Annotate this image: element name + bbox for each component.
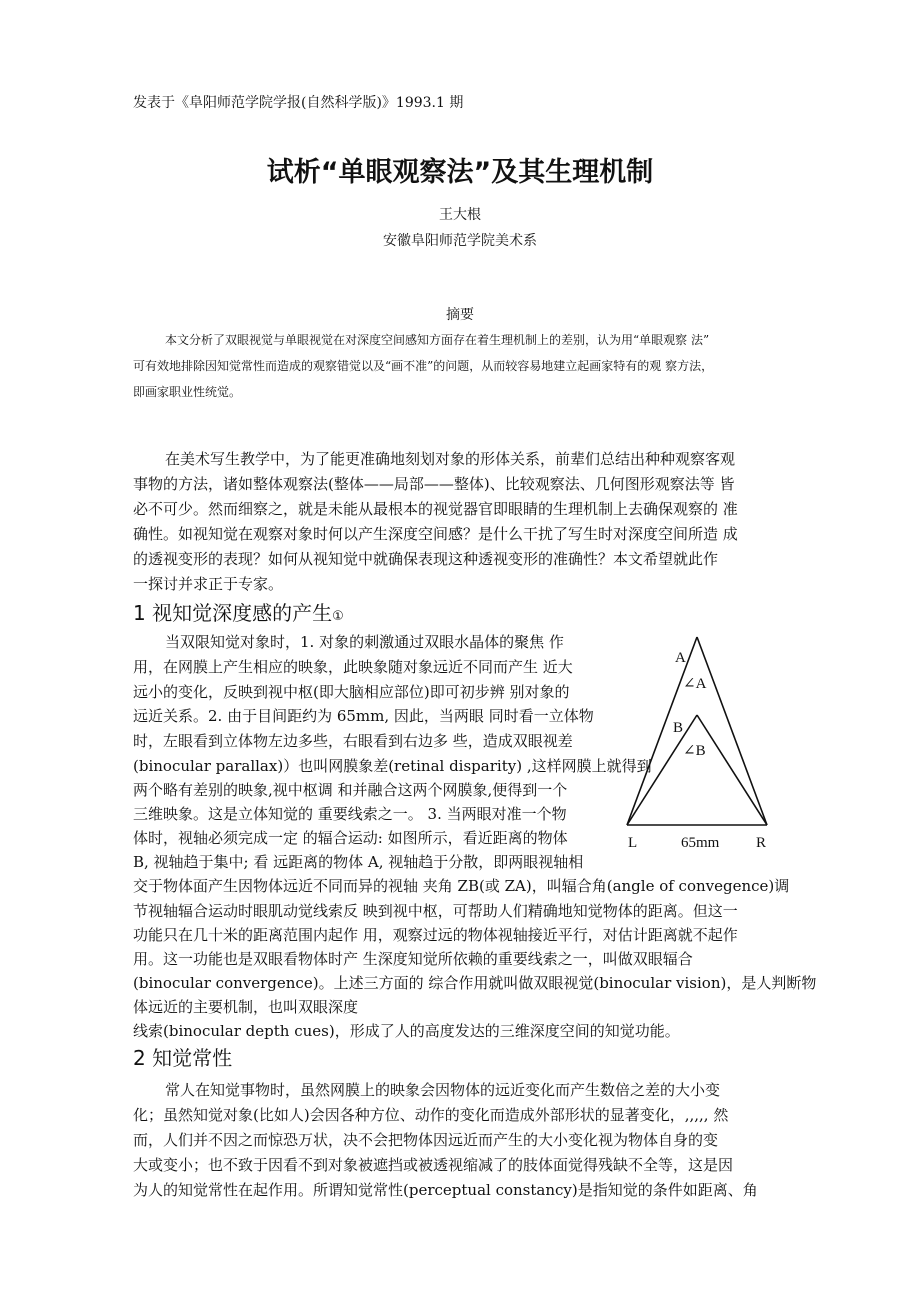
section-1-line: (binocular parallax)）也叫网膜象差(retinal disparity) ,这样网膜上就得到 xyxy=(133,757,652,775)
abstract-heading: 摘要 xyxy=(446,307,474,323)
label-l: L xyxy=(628,835,638,851)
section-2-line: 常人在知觉事物时，虽然网膜上的映象会因物体的远近变化而产生数倍之差的大小变 xyxy=(165,1081,721,1099)
section-1-line: 功能只在几十米的距离范围内起作 用，观察过远的物体视轴接近平行，对估计距离就不起作 xyxy=(133,926,738,944)
section-1-line: 远近关系。2. 由于目间距约为 65mm, 因此，当两眼 同时看一立体物 xyxy=(133,707,594,725)
intro-line: 的透视变形的表现？如何从视知觉中就确保表现这种透视变形的准确性？本文希望就此作 xyxy=(133,550,719,568)
convergence-angle-diagram xyxy=(615,625,795,855)
label-angle-a: ∠A xyxy=(683,676,707,692)
intro-line: 确性。如视知觉在观察对象时何以产生深度空间感？是什么干扰了写生时对深度空间所造 成 xyxy=(133,525,738,543)
abstract-line: 可有效地排除因知觉常性而造成的观察错觉以及“画不准”的问题，从而较容易地建立起画家特有的观 察方法， xyxy=(133,359,714,373)
section-1-line: 当双限知觉对象时，1. 对象的刺激通过双眼水晶体的聚焦 作 xyxy=(165,633,564,651)
section-2-heading: 2 知觉常性 xyxy=(133,1046,233,1070)
label-angle-b: ∠B xyxy=(683,743,706,759)
label-a: A xyxy=(675,650,686,666)
section-1-line: B, 视轴趋于集中; 看 远距离的物体 A, 视轴趋于分散，即两眼视轴相 xyxy=(133,853,584,871)
section-1-line: 节视轴辐合运动时眼肌动觉线索反 映到视中枢，可帮助人们精确地知觉物体的距离。但这一 xyxy=(133,902,738,920)
author-affiliation: 安徽阜阳师范学院美术系 xyxy=(383,233,537,249)
author-name: 王大根 xyxy=(439,207,481,223)
section-1-line: 远小的变化，反映到视中枢(即大脑相应部位)即可初步辨 别对象的 xyxy=(133,683,570,701)
intro-line: 必不可少。然而细察之，就是未能从最根本的视觉器官即眼睛的生理机制上去确保观察的 准 xyxy=(133,500,738,518)
section-1-heading-text: 1 视知觉深度感的产生 xyxy=(133,601,333,625)
label-b: B xyxy=(673,720,684,736)
section-1-line: 交于物体面产生因物体远近不同而异的视轴 夹角 ZB(或 ZA)，叫辐合角(angle of convegence)调 xyxy=(133,877,790,895)
label-r: R xyxy=(756,835,767,851)
intro-line: 一探讨并求正于专家。 xyxy=(133,575,284,593)
section-1-heading xyxy=(133,597,344,626)
article-title: 试析“单眼观察法”及其生理机制 xyxy=(266,157,654,188)
section-1-line: 体远近的主要机制，也叫双眼深度 xyxy=(133,998,359,1016)
label-distance: 65mm xyxy=(681,835,720,851)
section-1-line: 用，在网膜上产生相应的映象，此映象随对象远近不同而产生 近大 xyxy=(133,658,573,676)
intro-line: 事物的方法，诸如整体观察法(整体——局部——整体)、比较观察法、几何图形观察法等 皆 xyxy=(133,475,735,493)
section-1-line: 线索(binocular depth cues)，形成了人的高度发达的三维深度空间的知觉功能。 xyxy=(133,1022,680,1040)
section-2-line: 大或变小；也不致于因看不到对象被遮挡或被透视缩减了的肢体面觉得残缺不全等，这是因 xyxy=(133,1156,734,1174)
section-1-line: 时，左眼看到立体物左边多些，右眼看到右边多 些，造成双眼视差 xyxy=(133,732,573,750)
section-1-line: 体时，视轴必须完成一定 的辐合运动: 如图所示，看近距离的物体 xyxy=(133,829,568,847)
publication-note: 发表于《阜阳师范学院学报(自然科学版)》1993.1 期 xyxy=(133,95,464,111)
abstract-line: 本文分析了双眼视觉与单眼视觉在对深度空间感知方面存在着生理机制上的差别，认为用“单眼观察 法” xyxy=(165,333,710,347)
section-1-line: (binocular convergence)。上述三方面的 综合作用就叫做双眼视觉(binocular vision)，是人判断物 xyxy=(133,974,817,992)
section-1-line: 用。这一功能也是双眼看物体时产 生深度知觉所依赖的重要线索之一，叫做双眼辐合 xyxy=(133,950,693,968)
section-2-line: 为人的知觉常性在起作用。所谓知觉常性(perceptual constancy)是指知觉的条件如距离、角 xyxy=(133,1181,758,1199)
footnote-marker[interactable]: ① xyxy=(332,609,344,624)
abstract-line: 即画家职业性统觉。 xyxy=(133,385,242,399)
intro-line: 在美术写生教学中，为了能更准确地刻划对象的形体关系，前辈们总结出种种观察客观 xyxy=(165,450,736,468)
section-1-line: 两个略有差别的映象,视中枢调 和并融合这两个网膜象,便得到一个 xyxy=(133,781,568,799)
section-2-line: 而，人们并不因之而惊恐万状，决不会把物体因远近而产生的大小变化视为物体自身的变 xyxy=(133,1131,719,1149)
section-2-line: 化；虽然知觉对象(比如人)会因各种方位、动作的变化而造成外部形状的显著变化，,,,,, 然 xyxy=(133,1106,729,1124)
section-1-line: 三维映象。这是立体知觉的 重要线索之一。 3. 当两眼对准一个物 xyxy=(133,805,567,823)
